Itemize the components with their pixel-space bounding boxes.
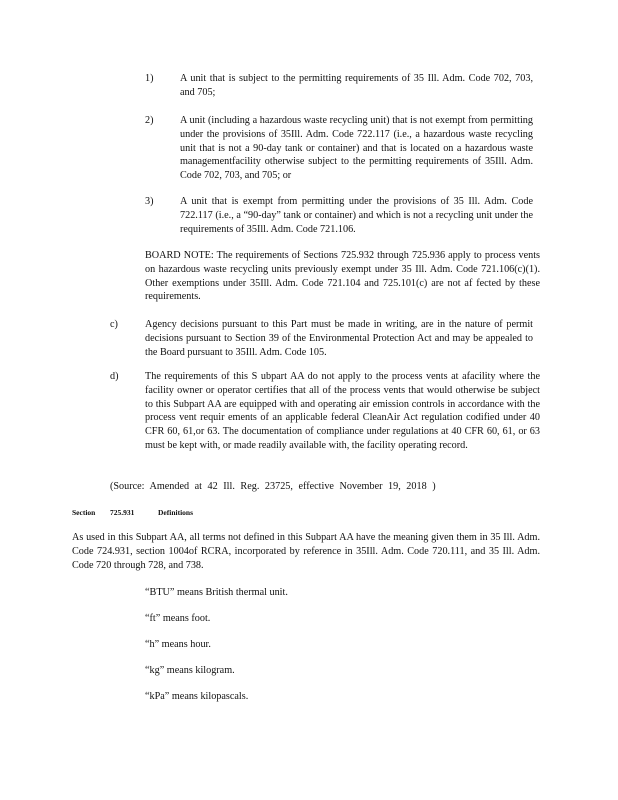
item-3-text: A unit that is exempt from permitting under the provisions of 35 Ill. Adm. Code 722.117 (i.e., a “90-day” tank or container) and which is not a recycling unit under the requirements of 35Ill. Adm. Code 721.106. xyxy=(180,196,533,235)
section-number: 725.931 xyxy=(110,508,135,517)
item-c-text: Agency decisions pursuant to this Part must be made in writing, are in the nature of permit decisions pursuant to Section 39 of the Environmental Protection Act and may be appealed to the Board pursuant to 35Ill. Adm. Code 105. xyxy=(145,319,533,358)
item-1-label: 1) xyxy=(145,73,154,84)
definition-h: “h” means hour. xyxy=(145,639,211,650)
board-note: BOARD NOTE: The requirements of Sections 725.932 through 725.936 apply to process vents on hazardous waste recycling units previously exempt under 35 Ill. Adm. Code 721.106(c)(1). Other exemptions under 35Ill. Adm. Code 721.104 and 725.101(c) are not af fected by these requirements. xyxy=(145,250,540,303)
item-d-text: The requirements of this S ubpart AA do not apply to the process vents at afacility where the facility owner or operator certifies that all of the process vents that would otherwise be subject to this Subpart AA are equipped with and operating air emission controls in accordance with the process vent requir ements of an applicable federal CleanAir Act regulation codified under 40 CFR 60, 61,or 63. The documentation of compliance under regulations at 40 CFR 60, 61, or 63 must be kept with, or made readily available with, the facility operating record. xyxy=(145,371,540,451)
definition-ft: “ft” means foot. xyxy=(145,613,211,624)
item-3-label: 3) xyxy=(145,196,154,207)
definition-kpa: “kPa” means kilopascals. xyxy=(145,691,249,702)
definition-btu: “BTU” means British thermal unit. xyxy=(145,587,288,598)
item-1-text: A unit that is subject to the permitting requirements of 35 Ill. Adm. Code 702, 703, and 705; xyxy=(180,73,533,98)
section-intro: As used in this Subpart AA, all terms not defined in this Subpart AA have the meaning given them in 35 Ill. Adm. Code 724.931, section 1004of RCRA, incorporated by reference in 35Ill. Adm. Code 720.111, and 35 Ill. Adm. Code 720 through 728, and 738. xyxy=(72,532,540,571)
item-2-text: A unit (including a hazardous waste recycling unit) that is not exempt from permitting under the provisions of 35Ill. Adm. Code 722.117 (i.e., a hazardous waste recycling unit that is not a 90-day tank or container) and that is located on a hazardous waste managementfacility otherwise subject to the permitting requirements of 35Ill. Adm. Code 702, 703, and 705; or xyxy=(180,115,533,182)
definition-kg: “kg” means kilogram. xyxy=(145,665,235,676)
item-d-label: d) xyxy=(110,371,119,382)
section-title: Definitions xyxy=(158,508,194,517)
item-2-label: 2) xyxy=(145,115,154,126)
section-word: Section xyxy=(72,508,96,517)
source-note: (Source: Amended at 42 Ill. Reg. 23725, effective November 19, 2018 ) xyxy=(110,481,436,492)
item-c-label: c) xyxy=(110,319,118,330)
